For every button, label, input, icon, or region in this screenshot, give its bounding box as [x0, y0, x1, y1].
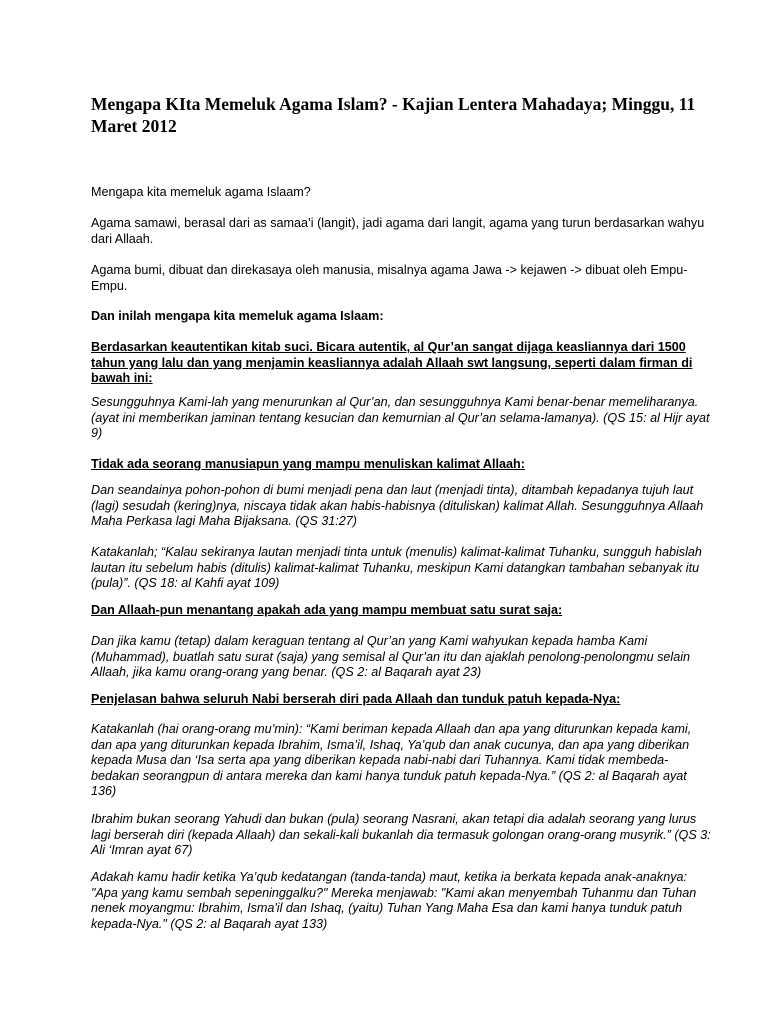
- heading-prophets-submit: Penjelasan bahwa seluruh Nabi berserah diri pada Allaah dan tunduk patuh kepada-Nya:: [91, 692, 621, 706]
- quote-al-hijr-9: Sesungguhnya Kami-lah yang menurunkan al Qur’an, dan sesungguhnya Kami benar-benar memeliharanya. (ayat ini memberikan jaminan tentang kesucian dan kemurnian al Qur’an selama-lamanya). (QS 15: al Hijr ayat 9): [91, 395, 710, 441]
- heading-no-one-can-write: Tidak ada seorang manusiapun yang mampu menuliskan kalimat Allaah:: [91, 457, 525, 471]
- document-title: Mengapa KIta Memeluk Agama Islam? - Kajian Lentera Mahadaya; Minggu, 11 Maret 2012: [91, 94, 696, 136]
- quote-qs-31-27: Dan seandainya pohon-pohon di bumi menjadi pena dan laut (menjadi tinta), ditambah kepadanya tujuh laut (lagi) sesudah (kering)nya, niscaya tidak akan habis-habisnya (dituliskan) kalimat Allah. Sesungguhnya Allaah Maha Perkasa lagi Maha Bijaksana. (QS 31:27): [91, 483, 704, 529]
- paragraph-agama-bumi: Agama bumi, dibuat dan direkasaya oleh manusia, misalnya agama Jawa -> kejawen -> dibuat oleh Empu-Empu.: [91, 263, 688, 293]
- paragraph-question: Mengapa kita memeluk agama Islaam?: [91, 185, 311, 199]
- quote-al-baqarah-136: Katakanlah (hai orang-orang mu’min): “Kami beriman kepada Allaah dan apa yang diturunkan kepada kami, dan apa yang diturunkan kepada Ibrahim, Isma’il, Ishaq, Ya’qub dan anak cucunya, dan apa yang diberikan kepada Musa dan ‘Isa serta apa yang diberikan kepada nabi-nabi dari Tuhannya. Kami tidak membeda-bedakan seorangpun di antara mereka dan kami hanya tunduk patuh kepada-Nya.” (QS 2: al Baqarah ayat 136): [91, 722, 692, 799]
- quote-al-kahfi-109: Katakanlah; “Kalau sekiranya lautan menjadi tinta untuk (menulis) kalimat-kalimat Tuhanku, sungguh habislah lautan itu sebelum habis (ditulis) kalimat-kalimat Tuhanku, meskipun Kami datangkan tambahan sebanyak itu (pula)”. (QS 18: al Kahfi ayat 109): [91, 545, 702, 591]
- paragraph-agama-samawi: Agama samawi, berasal dari as samaa’i (langit), jadi agama dari langit, agama yang turun berdasarkan wahyu dari Allaah.: [91, 216, 705, 246]
- quote-ali-imran-67: Ibrahim bukan seorang Yahudi dan bukan (pula) seorang Nasrani, akan tetapi dia adalah seorang yang lurus lagi berserah diri (kepada Allaah) dan sekali-kali bukanlah dia termasuk golongan orang-orang musyrik.” (QS 3: Ali ‘Imran ayat 67): [91, 812, 711, 858]
- quote-al-baqarah-23: Dan jika kamu (tetap) dalam keraguan tentang al Qur’an yang Kami wahyukan kepada hamba Kami (Muhammad), buatlah satu surat (saja) yang semisal al Qur’an itu dan ajaklah penolong-penolongmu selain Allaah, jika kamu orang-orang yang benar. (QS 2: al Baqarah ayat 23): [91, 634, 691, 680]
- heading-reasons: Dan inilah mengapa kita memeluk agama Islaam:: [91, 309, 384, 323]
- quote-al-baqarah-133: Adakah kamu hadir ketika Ya’qub kedatangan (tanda-tanda) maut, ketika ia berkata kepada anak-anaknya: "Apa yang kamu sembah sepeninggalku?" Mereka menjawab: "Kami akan menyembah Tuhanmu dan Tuhan nenek moyangmu: Ibrahim, Isma'il dan Ishaq, (yaitu) Tuhan Yang Maha Esa dan kami hanya tunduk patuh kepada-Nya." (QS 2: al Baqarah ayat 133): [91, 870, 697, 931]
- heading-authenticity: Berdasarkan keautentikan kitab suci. Bicara autentik, al Qur’an sangat dijaga keasliannya dari 1500 tahun yang lalu dan yang menjamin keasliannya adalah Allaah swt langsung, seperti dalam firman di bawah ini:: [91, 340, 693, 386]
- heading-challenge: Dan Allaah-pun menantang apakah ada yang mampu membuat satu surat saja:: [91, 603, 563, 617]
